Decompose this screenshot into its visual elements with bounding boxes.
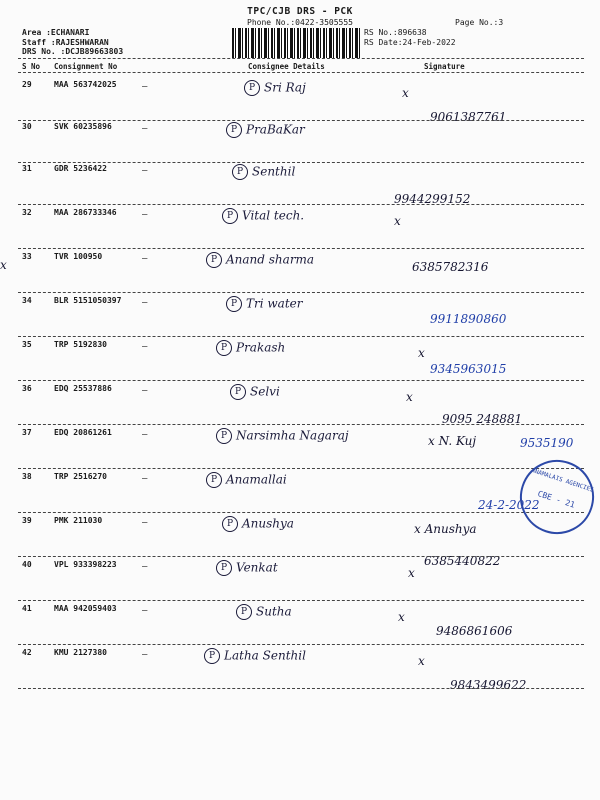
divider bbox=[18, 72, 584, 73]
stamp-code: CBE - 21 bbox=[536, 489, 576, 510]
col-consignment: Consignment No bbox=[54, 62, 118, 71]
row-sno: 41 bbox=[22, 604, 32, 613]
table-row bbox=[0, 340, 600, 384]
row-dash: – bbox=[142, 342, 148, 352]
row-consignment: GDR 5236422 bbox=[54, 164, 107, 173]
row-consignment: KMU 2127380 bbox=[54, 648, 107, 657]
row-dash: – bbox=[142, 562, 148, 572]
row-divider bbox=[18, 204, 584, 205]
header-center bbox=[200, 6, 400, 27]
row-dash: – bbox=[142, 298, 148, 308]
row-dash: – bbox=[142, 606, 148, 616]
table-row bbox=[0, 648, 600, 692]
signature-phone: 6385782316 bbox=[412, 260, 489, 274]
signature-phone: 9843499622 bbox=[450, 678, 527, 692]
rs-number: RS No.:896638 bbox=[364, 28, 427, 37]
p-circle-icon: P bbox=[244, 80, 260, 96]
consignee-text: Venkat bbox=[236, 560, 278, 575]
signature-mark: x bbox=[398, 610, 405, 624]
row-consignment: TVR 100950 bbox=[54, 252, 103, 261]
table-row bbox=[0, 296, 600, 340]
row-sno: 36 bbox=[22, 384, 32, 393]
row-sno: 32 bbox=[22, 208, 32, 217]
consignee-name bbox=[206, 252, 314, 268]
row-divider bbox=[18, 292, 584, 293]
page-number: Page No.:3 bbox=[455, 18, 504, 27]
row-consignment: TRP 2516270 bbox=[54, 472, 107, 481]
p-circle-icon: P bbox=[222, 208, 238, 224]
row-sno: 31 bbox=[22, 164, 32, 173]
row-dash: – bbox=[142, 124, 148, 134]
signature-mark: x Anushya bbox=[414, 522, 477, 536]
row-dash: – bbox=[142, 210, 148, 220]
row-consignment: MAA 286733346 bbox=[54, 208, 117, 217]
sheet-title: TPC/CJB DRS - PCK bbox=[247, 6, 353, 17]
consignee-name bbox=[204, 648, 306, 664]
signature-mark: x bbox=[0, 258, 7, 272]
table-row bbox=[0, 560, 600, 604]
row-dash: – bbox=[142, 474, 148, 484]
row-dash: – bbox=[142, 430, 148, 440]
consignee-text: Tri water bbox=[246, 296, 303, 311]
row-consignment: EDQ 25537886 bbox=[54, 384, 112, 393]
p-circle-icon: P bbox=[222, 516, 238, 532]
p-circle-icon: P bbox=[230, 384, 246, 400]
signature-mark: x bbox=[406, 390, 413, 404]
row-divider bbox=[18, 556, 584, 557]
consignee-name bbox=[230, 384, 280, 400]
row-divider bbox=[18, 600, 584, 601]
consignee-text: Latha Senthil bbox=[224, 648, 306, 663]
rs-date: RS Date:24-Feb-2022 bbox=[364, 37, 456, 47]
consignee-name bbox=[216, 560, 278, 576]
header-right bbox=[364, 28, 456, 47]
row-divider bbox=[18, 336, 584, 337]
consignee-text: Vital tech. bbox=[242, 208, 305, 223]
table-row bbox=[0, 604, 600, 648]
row-consignment: PMK 211030 bbox=[54, 516, 103, 525]
signature-mark: x bbox=[402, 86, 409, 100]
phone-number: Phone No.:0422-3505555 bbox=[247, 18, 353, 27]
row-divider bbox=[18, 644, 584, 645]
row-consignment: SVK 60235896 bbox=[54, 122, 112, 131]
signature-phone: 24-2-2022 bbox=[478, 498, 540, 512]
row-divider bbox=[18, 424, 584, 425]
row-sno: 29 bbox=[22, 80, 32, 89]
table-row bbox=[0, 80, 600, 124]
row-dash: – bbox=[142, 386, 148, 396]
row-divider bbox=[18, 512, 584, 513]
consignee-name bbox=[216, 428, 349, 444]
table-row bbox=[0, 472, 600, 516]
p-circle-icon: P bbox=[216, 428, 232, 444]
table-row bbox=[0, 122, 600, 166]
row-dash: – bbox=[142, 166, 148, 176]
area: Area :ECHANARI bbox=[22, 28, 90, 37]
row-consignment: MAA 942059403 bbox=[54, 604, 117, 613]
row-consignment: VPL 933398223 bbox=[54, 560, 117, 569]
row-consignment: MAA 563742025 bbox=[54, 80, 117, 89]
signature-mark: x N. Kuj bbox=[428, 434, 477, 448]
row-divider bbox=[18, 162, 584, 163]
row-dash: – bbox=[142, 518, 148, 528]
p-circle-icon: P bbox=[206, 472, 222, 488]
barcode bbox=[232, 28, 360, 58]
staff: Staff :RAJESHWARAN bbox=[22, 37, 109, 47]
signature-mark: x bbox=[408, 566, 415, 580]
row-divider bbox=[18, 468, 584, 469]
divider bbox=[18, 58, 584, 59]
signature-mark: x bbox=[418, 346, 425, 360]
consignee-text: Anushya bbox=[242, 516, 294, 531]
signature-mark: x bbox=[394, 214, 401, 228]
signature-phone: 9486861606 bbox=[436, 624, 513, 638]
row-dash: – bbox=[142, 254, 148, 264]
col-sno: S No bbox=[22, 62, 41, 71]
consignee-text: PraBaKar bbox=[246, 122, 305, 137]
p-circle-icon: P bbox=[232, 164, 248, 180]
row-consignment: TRP 5192830 bbox=[54, 340, 107, 349]
consignee-text: Prakash bbox=[236, 340, 286, 355]
row-sno: 40 bbox=[22, 560, 32, 569]
p-circle-icon: P bbox=[226, 122, 242, 138]
signature-phone: 6385440822 bbox=[424, 554, 501, 568]
drs-number: DRS No. :DCJB89663803 bbox=[22, 47, 124, 56]
consignee-name bbox=[222, 208, 304, 224]
consignee-text: Anamallai bbox=[226, 472, 287, 487]
signature-phone: 9095 248881 bbox=[442, 412, 523, 426]
signature-phone: 9535190 bbox=[520, 436, 574, 450]
row-sno: 35 bbox=[22, 340, 32, 349]
p-circle-icon: P bbox=[226, 296, 242, 312]
consignee-name bbox=[232, 164, 295, 180]
row-divider bbox=[18, 380, 584, 381]
table-row bbox=[0, 208, 600, 252]
row-divider bbox=[18, 248, 584, 249]
consignee-text: Senthil bbox=[252, 164, 296, 179]
table-row bbox=[0, 428, 600, 472]
row-sno: 42 bbox=[22, 648, 32, 657]
col-consignee: Consignee Details bbox=[248, 62, 325, 71]
row-sno: 34 bbox=[22, 296, 32, 305]
row-divider bbox=[18, 120, 584, 121]
signature-phone: 9911890860 bbox=[430, 312, 507, 326]
consignee-name bbox=[236, 604, 292, 620]
row-sno: 37 bbox=[22, 428, 32, 437]
signature-phone: 9345963015 bbox=[430, 362, 507, 376]
consignee-text: Anand sharma bbox=[226, 252, 315, 267]
row-dash: – bbox=[142, 82, 148, 92]
p-circle-icon: P bbox=[216, 340, 232, 356]
consignee-name bbox=[222, 516, 294, 532]
row-dash: – bbox=[142, 650, 148, 660]
consignee-text: Narsimha Nagaraj bbox=[236, 428, 349, 443]
consignee-text: Sri Raj bbox=[264, 80, 306, 95]
table-row bbox=[0, 384, 600, 428]
row-sno: 33 bbox=[22, 252, 32, 261]
p-circle-icon: P bbox=[206, 252, 222, 268]
p-circle-icon: P bbox=[216, 560, 232, 576]
row-sno: 39 bbox=[22, 516, 32, 525]
consignee-name bbox=[226, 296, 302, 312]
consignee-name bbox=[226, 122, 305, 138]
table-row bbox=[0, 164, 600, 208]
consignee-name bbox=[216, 340, 285, 356]
header-left bbox=[22, 28, 123, 57]
signature-phone: 9061387761 bbox=[430, 110, 507, 124]
p-circle-icon: P bbox=[236, 604, 252, 620]
consignee-name bbox=[206, 472, 287, 488]
row-consignment: BLR 5151050397 bbox=[54, 296, 122, 305]
signature-phone: 9944299152 bbox=[394, 192, 471, 206]
consignee-text: Sutha bbox=[256, 604, 292, 619]
consignee-name bbox=[244, 80, 306, 96]
row-consignment: EDQ 20861261 bbox=[54, 428, 112, 437]
table-row bbox=[0, 252, 600, 296]
consignee-text: Selvi bbox=[250, 384, 280, 399]
col-signature: Signature bbox=[424, 62, 465, 71]
p-circle-icon: P bbox=[204, 648, 220, 664]
signature-mark: x bbox=[418, 654, 425, 668]
row-sno: 38 bbox=[22, 472, 32, 481]
row-sno: 30 bbox=[22, 122, 32, 131]
stamp-text: ANAMALAIS AGENCIES bbox=[530, 466, 595, 494]
row-divider bbox=[18, 688, 584, 689]
